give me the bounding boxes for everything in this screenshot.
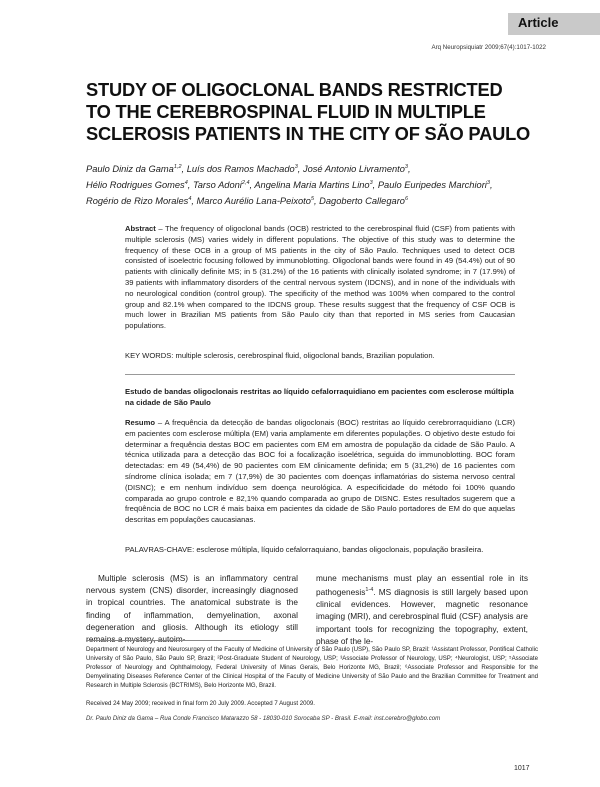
author-name: Angelina Maria Martins Lino (254, 180, 370, 191)
received-dates: Received 24 May 2009; received in final form 20 July 2009. Accepted 7 August 2009. (86, 700, 315, 707)
body-text: mune mechanisms must play an essential role in its pathogenesis (316, 573, 528, 597)
title-line: STUDY OF OLIGOCLONAL BANDS RESTRICTED (86, 79, 503, 100)
body-text: . MS diagnosis is still largely based upon clinical evidences. However, magnetic resonance imaging (MRI), and cerebrospinal fluid (CSF) analysis are important tools for recognizing the topography, extent, phase of the le- (316, 586, 528, 646)
author-line: Rogério de Rizo Morales$^4$, Marco Aurélio Lana-Peixoto$^5$, Dagoberto Callegaro$^6$ (86, 196, 409, 207)
journal-reference: Arq Neuropsiquiatr 2009;67(4):1017-1022 (431, 44, 546, 51)
resumo-block (125, 418, 515, 526)
abstract-text: The frequency of oligoclonal bands (OCB) restricted to the cerebrospinal fluid (CSF) from patients with multiple sclerosis (MS) varies widely in different populations. The objective of this study was to determine the frequency of these OCB in a group of MS patients in the city of São Paulo. Techniques used to detect OCB consisted of isoelectric focusing followed by immunoblotting. Oligoclonal bands were found in 49 (54.4%) out of 90 patients with clinically definite MS; in 5 (31.2%) of the 16 patients with clinically isolated syndrome; in 7 (17.9%) of 39 patients with inflammatory disorders of the central nervous system (IDCNS), and in none of the individuals with no neurological condition (control group). The specificity of the method was 100% when compared to the control group and 82.1% when compared to the IDCNS group. These results suggest that the frequency of CSF OCB is much lower in Brazilian MS patients from São Paulo city than that reported in MS series from Caucasian populations. (125, 224, 516, 331)
title-line: SCLEROSIS PATIENTS IN THE CITY OF SÃO PAULO (86, 123, 531, 144)
abstract-block (125, 224, 515, 332)
author-affiliation-mark: 1,2 (173, 164, 182, 170)
body-column-left: Multiple sclerosis (MS) is an inflammatory central nervous system (CNS) disorder, increasingly diagnosed in tropical countries. The anatomical substrate is the finding of inflammation, demyelination, axonal degeneration and gliosis. Although its etiology still remains a mystery, autoim- (86, 573, 298, 645)
page-number: 1017 (514, 765, 530, 772)
author-affiliation-mark: 3 (294, 164, 298, 170)
abstract-dash: – (155, 224, 166, 233)
author-affiliation-mark: 2,4 (241, 180, 250, 187)
author-line: Paulo Diniz da Gama$^{1,2}$, Luís dos Ramos Machado$^3$, José Antonio Livramento$^3$, (86, 164, 411, 175)
correspondence-address: Dr. Paulo Diniz da Gama – Rua Conde Francisco Matarazzo 58 - 18030-010 Sorocaba SP - Brasil. E-mail: inst.cerebro@globo.com (86, 715, 441, 722)
author-name: Marco Aurélio Lana-Peixoto (196, 196, 311, 207)
author-name: Paulo Diniz da Gama (86, 164, 174, 175)
body-column-right (316, 572, 528, 647)
abstract-label: Abstract (125, 224, 156, 233)
resumo-label: Resumo (125, 418, 155, 427)
author-affiliation-mark: 3 (404, 164, 408, 170)
article-section-tag (508, 13, 600, 35)
affiliations-footnote: Department of Neurology and Neurosurgery of the Faculty of Medicine of University of São Paulo (USP), São Paulo SP, Brazil: ¹Assistant Professor, Pontifical Catholic University of São Paulo, São Paulo SP, Brazil; ²Post-Graduate Student of Neurology, USP; ³Associate Professor of Neurology, USP; ⁴Neurologist, USP; ⁵Associate Professor of Neurology and Ophthalmology, Federal University of Minas Gerais, Belo Horizonte MG, Brazil; ⁶Associate Professor and Responsible for the Demyelinating Diseases Reference Center of the Clinical Hospital of the Faculty of Medicine University of São Paulo and the Brazilian Committee for Treatment and Research in Multiple Sclerosis (BCTRIMS), Belo Horizonte MG, Brazil. (86, 646, 538, 689)
resumo-text: A frequência da detecção de bandas oligoclonais (BOC) restritas ao líquido cerebrorraquidiano (LCR) em pacientes com esclerose múltipla (EM) varia amplamente em diferentes populações. O objetivo deste estudo foi determinar a frequência destas BOC em pacientes com EM em amostra de população da cidade de São Paulo. A técnica utilizada para a detecção das BOC foi a focalização isoelétrica, seguida do immunoblotting. BOC foram detectadas: em 49 (54,4%) de 90 pacientes com EM clinicamente definida; em 5 (31,2%) de 16 pacientes com síndrome clínica isolada; em 7 (17,9%) de 30 pacientes com doenças inflamatórias do sistema nervoso central (DISNC); e em nenhum indivíduo sem doença neurológica. A especificidade do método foi 100% quando comparada ao grupo controle e 82,1% quando comparada ao grupo de DISNC. Estes resultados sugerem que a freqüência de BOC no LCR é mais baixa em pacientes da cidade de São Paulo portadores de EM do que aquelas descritas em populações caucasianas. (125, 418, 515, 525)
author-affiliation-mark: 3 (369, 180, 373, 187)
author-affiliation-mark: 6 (404, 196, 409, 203)
article-section-label: Article (518, 15, 559, 30)
author-affiliation-mark: 3 (486, 180, 490, 187)
portuguese-title: Estudo de bandas oligoclonais restritas ao líquido cefalorraquidiano em pacientes com esclerose múltipla na cidade de São Paulo (125, 387, 514, 407)
author-name: Rogério de Rizo Morales (86, 196, 189, 207)
author-name: Dagoberto Callegaro (319, 196, 405, 207)
article-title (86, 79, 536, 145)
author-affiliation-mark: 4 (184, 180, 188, 187)
author-name: Luís dos Ramos Machado (186, 164, 295, 175)
author-name: José Antonio Livramento (302, 164, 405, 175)
author-line: Hélio Rodrigues Gomes$^4$, Tarso Adoni$^{2,4}$, Angelina Maria Martins Lino$^3$, Paulo Euripedes Marchiori$^3$, (86, 180, 493, 191)
author-name: Hélio Rodrigues Gomes (86, 180, 185, 191)
author-affiliation-mark: 5 (310, 196, 314, 203)
author-list (86, 160, 536, 208)
author-name: Paulo Euripedes Marchiori (377, 180, 487, 191)
author-name: Tarso Adoni (192, 180, 242, 191)
resumo-dash: – (154, 418, 165, 427)
author-affiliation-mark: 4 (188, 196, 192, 203)
citation-mark: 1-4 (365, 587, 374, 594)
palavras-chave: PALAVRAS-CHAVE: esclerose múltipla, líquido cefalorraquiano, bandas oligoclonais, população brasileira. (125, 545, 484, 554)
footnote-divider (86, 640, 261, 641)
section-divider (125, 374, 515, 375)
keywords: KEY WORDS: multiple sclerosis, cerebrospinal fluid, oligoclonal bands, Brazilian population. (125, 351, 435, 360)
title-line: TO THE CEREBROSPINAL FLUID IN MULTIPLE (86, 101, 486, 122)
